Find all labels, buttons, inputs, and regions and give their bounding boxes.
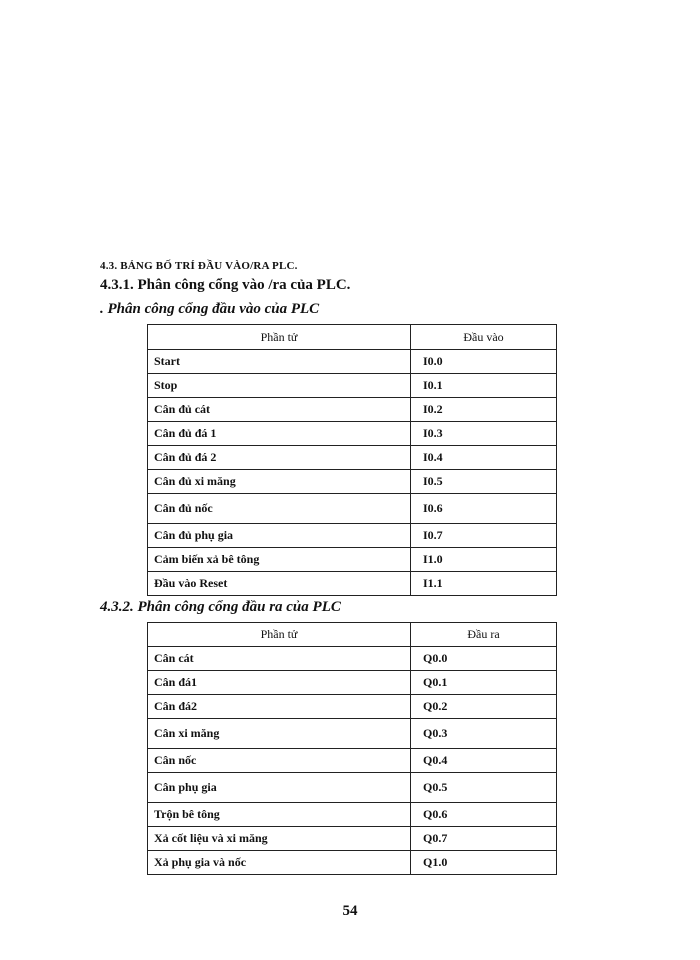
cell-element-name: Cân đá1 xyxy=(148,671,411,695)
cell-address: I0.2 xyxy=(411,398,557,422)
cell-element-name: Cân phụ gia xyxy=(148,773,411,803)
cell-address: Q0.4 xyxy=(411,749,557,773)
cell-address: I1.1 xyxy=(411,572,557,596)
table-row xyxy=(148,524,557,548)
cell-address: I0.7 xyxy=(411,524,557,548)
table-row xyxy=(148,572,557,596)
cell-element-name: Cân xi măng xyxy=(148,719,411,749)
subsection-2-title: 4.3.2. Phân công cổng đầu ra của PLC xyxy=(100,599,341,615)
table-row xyxy=(148,647,557,671)
cell-element-name: Đầu vào Reset xyxy=(148,572,411,596)
input-assignment-table xyxy=(147,324,557,596)
table-row xyxy=(148,851,557,875)
table-row xyxy=(148,350,557,374)
column-header-element: Phần tử xyxy=(148,623,411,647)
cell-element-name: Cân đủ cát xyxy=(148,398,411,422)
cell-element-name: Stop xyxy=(148,374,411,398)
cell-address: Q0.2 xyxy=(411,695,557,719)
section-heading: 4.3. BẢNG BỐ TRÍ ĐẦU VÀO/RA PLC. xyxy=(100,260,298,272)
table-row xyxy=(148,749,557,773)
cell-address: Q0.7 xyxy=(411,827,557,851)
cell-address: Q0.5 xyxy=(411,773,557,803)
column-header-output: Đầu ra xyxy=(411,623,557,647)
table-row xyxy=(148,494,557,524)
cell-address: Q0.1 xyxy=(411,671,557,695)
table-row xyxy=(148,446,557,470)
table-row xyxy=(148,374,557,398)
cell-element-name: Cân nốc xyxy=(148,749,411,773)
cell-element-name: Cân đủ nốc xyxy=(148,494,411,524)
cell-address: I0.3 xyxy=(411,422,557,446)
cell-element-name: Cảm biến xả bê tông xyxy=(148,548,411,572)
cell-element-name: Start xyxy=(148,350,411,374)
table-row xyxy=(148,695,557,719)
table-row xyxy=(148,773,557,803)
cell-address: Q0.0 xyxy=(411,647,557,671)
cell-element-name: Trộn bê tông xyxy=(148,803,411,827)
column-header-input: Đầu vào xyxy=(411,325,557,350)
cell-element-name: Xả phụ gia và nốc xyxy=(148,851,411,875)
cell-address: I0.1 xyxy=(411,374,557,398)
cell-address: I0.5 xyxy=(411,470,557,494)
table-row xyxy=(148,470,557,494)
table-row xyxy=(148,398,557,422)
column-header-element: Phần tử xyxy=(148,325,411,350)
cell-element-name: Cân đủ xi măng xyxy=(148,470,411,494)
cell-element-name: Cân cát xyxy=(148,647,411,671)
table-header-row xyxy=(148,325,557,350)
table-row xyxy=(148,827,557,851)
cell-address: I0.0 xyxy=(411,350,557,374)
cell-element-name: Xả cốt liệu và xi măng xyxy=(148,827,411,851)
cell-element-name: Cân đủ đá 2 xyxy=(148,446,411,470)
table-row xyxy=(148,548,557,572)
input-table-caption: . Phân công cổng đầu vào của PLC xyxy=(100,301,320,317)
cell-address: Q1.0 xyxy=(411,851,557,875)
cell-element-name: Cân đủ đá 1 xyxy=(148,422,411,446)
table-row xyxy=(148,719,557,749)
table-row xyxy=(148,422,557,446)
cell-address: I0.4 xyxy=(411,446,557,470)
cell-element-name: Cân đủ phụ gia xyxy=(148,524,411,548)
output-assignment-table xyxy=(147,622,557,875)
cell-address: I1.0 xyxy=(411,548,557,572)
subsection-1-title: 4.3.1. Phân công cổng vào /ra của PLC. xyxy=(100,277,351,293)
table-row xyxy=(148,803,557,827)
cell-address: Q0.3 xyxy=(411,719,557,749)
cell-element-name: Cân đá2 xyxy=(148,695,411,719)
cell-address: Q0.6 xyxy=(411,803,557,827)
table-header-row xyxy=(148,623,557,647)
cell-address: I0.6 xyxy=(411,494,557,524)
page-number: 54 xyxy=(342,903,358,919)
table-row xyxy=(148,671,557,695)
